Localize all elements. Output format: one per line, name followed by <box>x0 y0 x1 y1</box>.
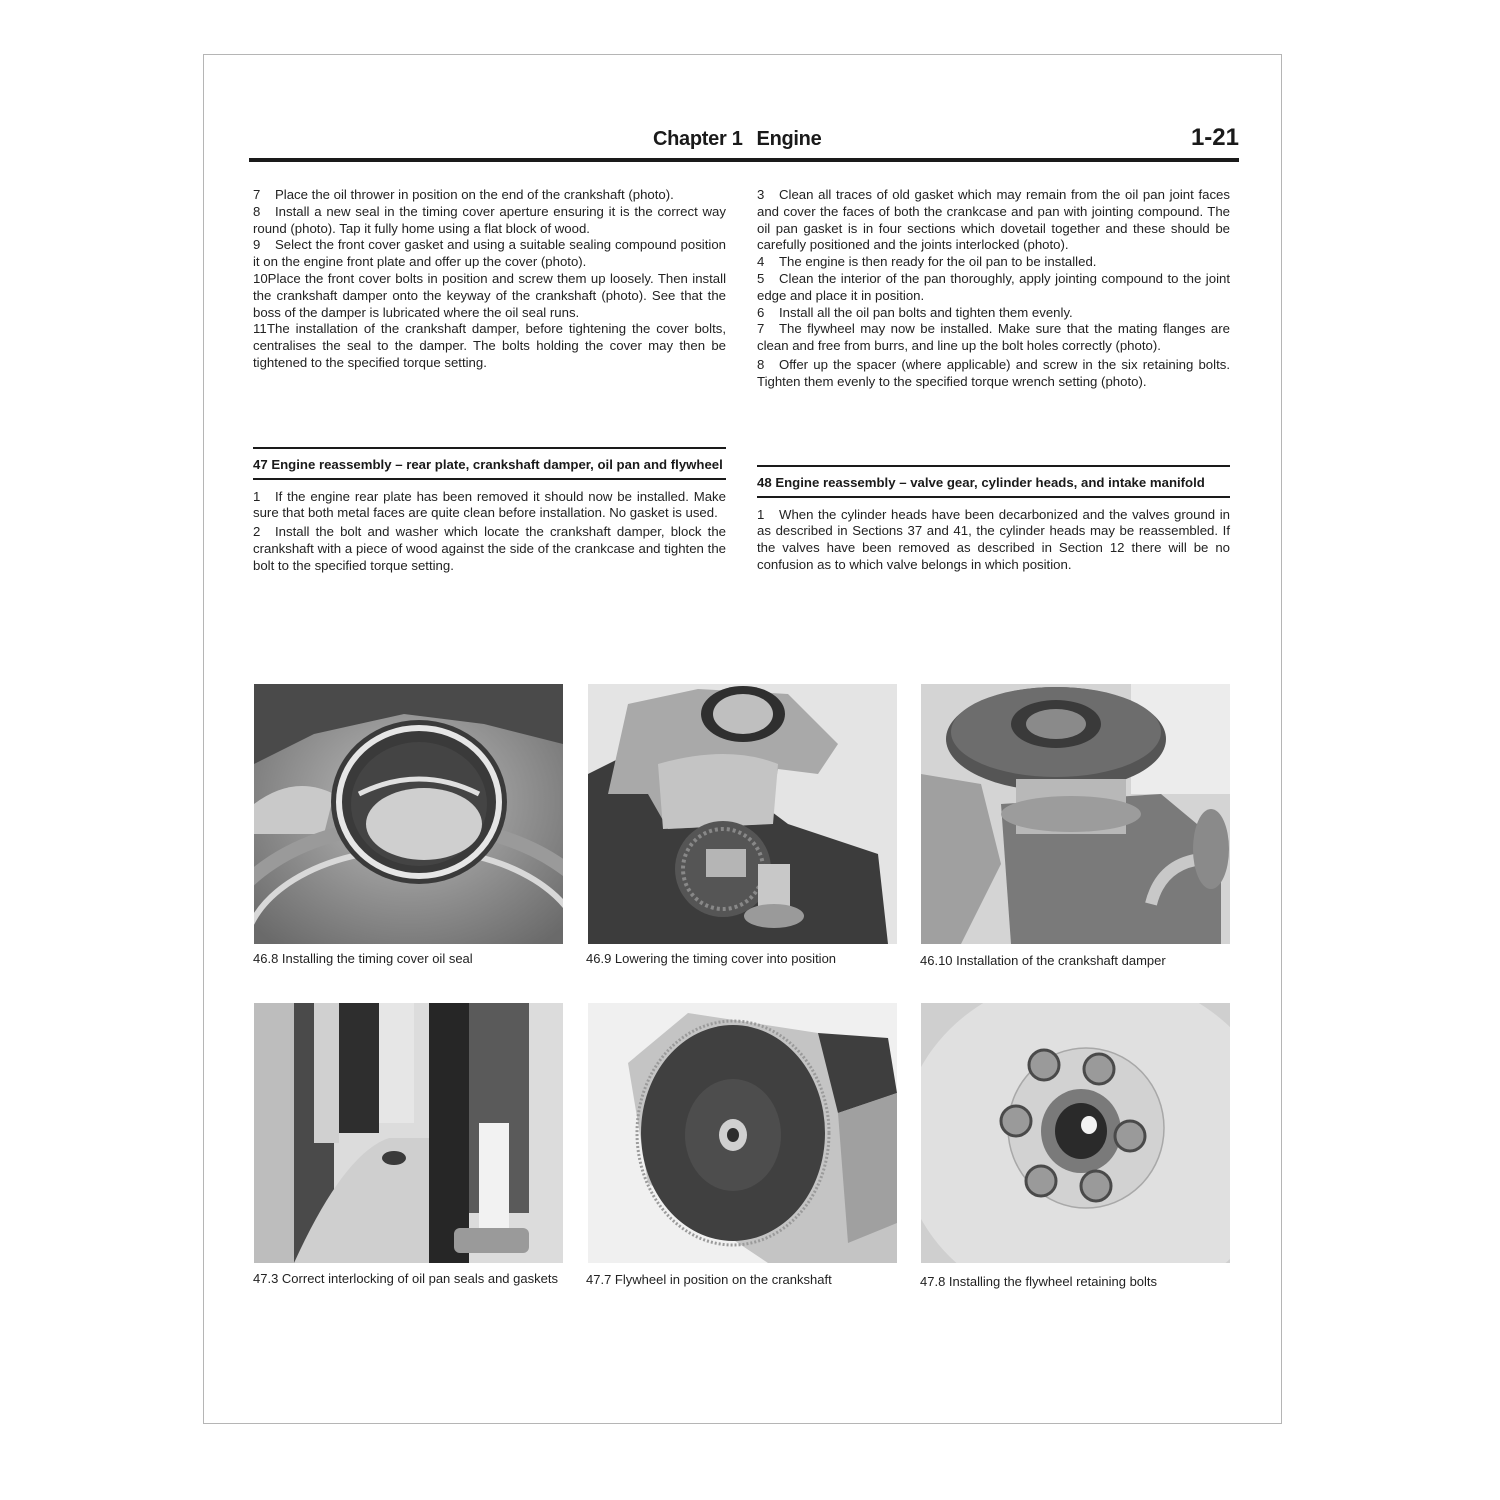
step-number: 7 <box>757 321 765 337</box>
step-text: If the engine rear plate has been removed it should now be installed. Make sure that both metal faces are quite clean before installation. No gasket is used. <box>253 488 726 521</box>
step-number: 7 <box>253 187 261 202</box>
photo-47-8-flywheel-bolts <box>921 1003 1230 1263</box>
paragraph-47-4 <box>757 254 1230 271</box>
right-column <box>757 187 1230 391</box>
chapter-label: Chapter 1 <box>653 128 743 150</box>
page-header <box>249 124 1239 158</box>
section-title: 48 Engine reassembly – valve gear, cylinder heads, and intake manifold <box>757 475 1205 490</box>
section-47 <box>253 447 726 574</box>
section-body <box>757 498 1230 574</box>
paragraph-47-3 <box>757 187 1230 254</box>
left-column <box>253 187 726 372</box>
paragraph-47-6 <box>757 305 1230 322</box>
paragraph-46-9 <box>253 237 726 271</box>
step-number: 10 <box>253 270 268 286</box>
step-number: 9 <box>253 237 261 253</box>
caption-46-8: 46.8 Installing the timing cover oil seal <box>253 951 473 966</box>
step-text: The installation of the crankshaft damper, before tightening the cover bolts, centralises the seal to the damper. The bolts holding the cover may then be tightened to the specified torque setting. <box>253 321 726 370</box>
step-text: When the cylinder heads have been decarbonized and the valves ground in as described in Sections 37 and 41, the cylinder heads may be reassembled. If the valves have been removed as described in Section 12 there will be no confusion as to which valve belongs in which position. <box>757 506 1230 572</box>
step-text: Place the front cover bolts in position and screw them up loosely. Then install the crankshaft damper onto the keyway of the crankshaft (photo). See that the boss of the damper is lubricated where the oil seal runs. <box>253 270 726 320</box>
step-text: Install all the oil pan bolts and tighten them evenly. <box>779 304 1073 320</box>
chapter-heading <box>653 128 821 151</box>
paragraph-46-10 <box>253 271 726 321</box>
section-title: 47 Engine reassembly – rear plate, crankshaft damper, oil pan and flywheel <box>253 457 723 472</box>
caption-47-8: 47.8 Installing the flywheel retaining bolts <box>920 1274 1158 1289</box>
step-text: The flywheel may now be installed. Make sure that the mating flanges are clean and free from burrs, and line up the bolt holes correctly (photo). <box>757 321 1230 354</box>
paragraph-47-5 <box>757 271 1230 305</box>
step-text: Select the front cover gasket and using a suitable sealing compound position it on the engine front plate and offer up the cover (photo). <box>253 237 726 270</box>
step-number: 4 <box>757 254 765 270</box>
caption-46-9: 46.9 Lowering the timing cover into position <box>586 951 837 966</box>
step-text: Install the bolt and washer which locate the crankshaft damper, block the crankshaft with a piece of wood against the side of the crankcase and tighten the bolt to the specified torque setting. <box>253 524 726 573</box>
step-text: Offer up the spacer (where applicable) and screw in the six retaining bolts. Tighten them evenly to the specified torque wrench setting (photo). <box>757 356 1230 389</box>
caption-47-7: 47.7 Flywheel in position on the crankshaft <box>586 1272 832 1287</box>
paragraph-46-11 <box>253 321 726 371</box>
header-rule <box>249 158 1239 162</box>
page-number: 1-21 <box>1190 124 1239 151</box>
step-number: 8 <box>253 203 261 219</box>
photo-46-8-timing-cover-oil-seal <box>254 684 563 944</box>
paragraph-47-7 <box>757 321 1230 355</box>
caption-47-3: 47.3 Correct interlocking of oil pan seals and gaskets <box>253 1271 558 1286</box>
paragraph-47-1 <box>253 489 726 523</box>
step-text: Clean the interior of the pan thoroughly, apply jointing compound to the joint edge and place it in position. <box>757 270 1230 303</box>
step-number: 1 <box>757 506 765 522</box>
step-text: Install a new seal in the timing cover aperture ensuring it is the correct way round (photo). Tap it fully home using a flat block of wood. <box>253 203 726 236</box>
step-number: 6 <box>757 304 765 320</box>
paragraph-47-8 <box>757 357 1230 391</box>
paragraph-46-7 <box>253 187 726 204</box>
photo-46-10-crankshaft-damper <box>921 684 1230 944</box>
paragraph-47-2 <box>253 524 726 574</box>
step-number: 1 <box>253 488 261 504</box>
paragraph-48-1 <box>757 507 1230 574</box>
photo-47-7-flywheel <box>588 1003 897 1263</box>
step-number: 11 <box>253 321 267 337</box>
section-body <box>253 480 726 575</box>
step-text: The engine is then ready for the oil pan to be installed. <box>779 254 1097 270</box>
photo-47-3-oil-pan-seals <box>254 1003 563 1263</box>
step-text: Place the oil thrower in position on the end of the crankshaft (photo). <box>275 187 674 202</box>
step-number: 5 <box>757 270 765 286</box>
section-48 <box>757 465 1230 574</box>
caption-46-10: 46.10 Installation of the crankshaft damper <box>920 953 1166 968</box>
step-number: 8 <box>757 356 765 372</box>
paragraph-46-8 <box>253 204 726 238</box>
chapter-title: Engine <box>756 128 822 150</box>
step-number: 3 <box>757 187 765 202</box>
photo-46-9-timing-cover <box>588 684 897 944</box>
step-number: 2 <box>253 524 261 540</box>
step-text: Clean all traces of old gasket which may remain from the oil pan joint faces and cover the faces of both the crankcase and pan with jointing compound. The oil pan gasket is in four sections which dovetail together and these should be carefully positioned and the joints interlocked (photo). <box>757 187 1230 253</box>
